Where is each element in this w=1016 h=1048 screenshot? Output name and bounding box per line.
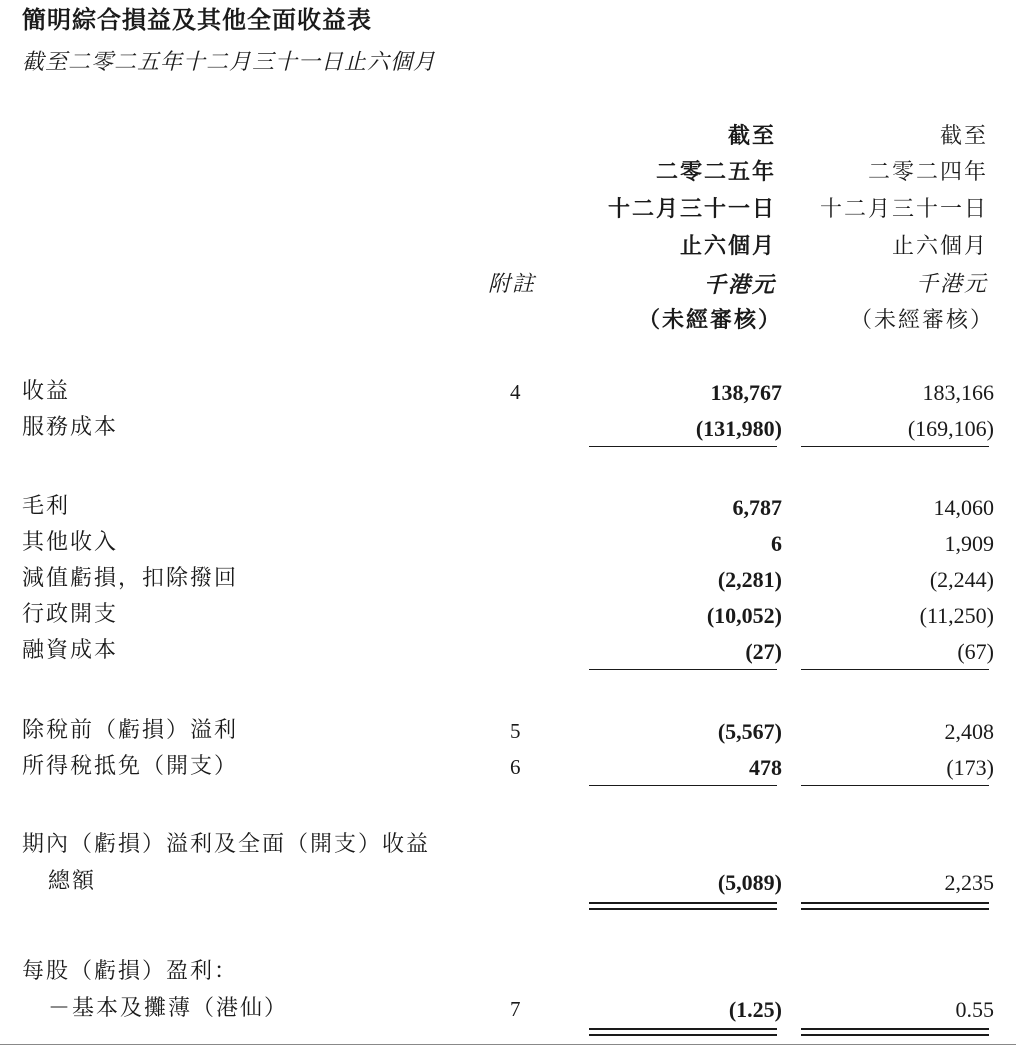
row-label-impairment: 減值虧損，扣除撥回 [22, 566, 239, 591]
row-label-revenue: 收益 [22, 379, 71, 404]
previous-header-line-4: 止六個月 [891, 234, 988, 259]
row-label-finance-costs: 融資成本 [22, 638, 119, 663]
row-previous-cost-of-services: (169,106) [907, 416, 994, 441]
row-current-revenue: 138,767 [710, 380, 782, 405]
statement-subtitle: 截至二零二五年十二月三十一日止六個月 [22, 50, 437, 75]
row-previous-total-comprehensive: 2,235 [944, 870, 994, 895]
row-label-admin-expenses: 行政開支 [22, 602, 119, 627]
current-header-line-1: 截至 [727, 124, 776, 149]
row-label-other-income: 其他收入 [22, 530, 119, 555]
row-previous-gross-profit: 14,060 [933, 495, 994, 520]
total-double-rule-current [589, 902, 777, 910]
row-note-income-tax: 6 [510, 755, 521, 779]
eps-double-rule-previous [801, 1028, 989, 1036]
row-previous-impairment: (2,244) [929, 567, 994, 592]
row-previous-admin-expenses: (11,250) [919, 603, 994, 628]
row-current-pre-tax: (5,567) [717, 719, 782, 744]
previous-header-line-3: 十二月三十一日 [819, 197, 988, 222]
current-header-line-4: 止六個月 [679, 234, 776, 259]
row-note-revenue: 4 [510, 380, 521, 404]
page-bottom-edge [0, 1044, 1016, 1045]
row-current-gross-profit: 6,787 [732, 495, 782, 520]
row-previous-revenue: 183,166 [922, 380, 994, 405]
row-current-eps: (1.25) [728, 997, 782, 1022]
subtotal-rule-previous [801, 446, 989, 447]
row-current-impairment: (2,281) [717, 567, 782, 592]
row-label-pre-tax: 除稅前（虧損）溢利 [22, 718, 239, 743]
row-label-eps-line-2: －基本及攤薄（港仙） [48, 996, 289, 1021]
row-previous-eps: 0.55 [955, 997, 994, 1022]
current-header-line-3: 十二月三十一日 [607, 197, 776, 222]
previous-header-line-2: 二零二四年 [867, 160, 988, 185]
eps-double-rule-current [589, 1028, 777, 1036]
row-note-eps: 7 [510, 997, 521, 1021]
row-previous-finance-costs: (67) [957, 639, 994, 664]
row-current-cost-of-services: (131,980) [695, 416, 782, 441]
row-current-admin-expenses: (10,052) [706, 603, 782, 628]
previous-header-line-1: 截至 [939, 124, 988, 149]
subtotal-rule-current [589, 669, 777, 670]
row-label-total-comprehensive-line-1: 期內（虧損）溢利及全面（開支）收益 [22, 832, 431, 857]
current-header-audit: （未經審核） [637, 308, 782, 333]
row-label-total-comprehensive-line-2: 總額 [48, 869, 97, 894]
row-note-pre-tax: 5 [510, 719, 521, 743]
subtotal-rule-previous [801, 785, 989, 786]
current-header-unit: 千港元 [703, 272, 776, 298]
row-previous-income-tax: (173) [946, 755, 994, 780]
subtotal-rule-previous [801, 669, 989, 670]
row-label-income-tax: 所得稅抵免（開支） [22, 754, 239, 779]
statement-title: 簡明綜合損益及其他全面收益表 [22, 6, 372, 34]
row-label-eps-line-1: 每股（虧損）盈利： [22, 959, 239, 984]
row-previous-pre-tax: 2,408 [944, 719, 994, 744]
total-double-rule-previous [801, 902, 989, 910]
note-column-header: 附註 [488, 272, 537, 297]
row-current-finance-costs: (27) [745, 639, 782, 664]
row-label-cost-of-services: 服務成本 [22, 415, 119, 440]
row-label-gross-profit: 毛利 [22, 494, 71, 519]
current-header-line-2: 二零二五年 [655, 160, 776, 185]
row-current-total-comprehensive: (5,089) [717, 870, 782, 895]
subtotal-rule-current [589, 785, 777, 786]
row-current-income-tax: 478 [749, 755, 782, 780]
previous-header-audit: （未經審核） [849, 308, 994, 333]
row-current-other-income: 6 [771, 531, 782, 556]
subtotal-rule-current [589, 446, 777, 447]
previous-header-unit: 千港元 [915, 272, 988, 297]
row-previous-other-income: 1,909 [944, 531, 994, 556]
